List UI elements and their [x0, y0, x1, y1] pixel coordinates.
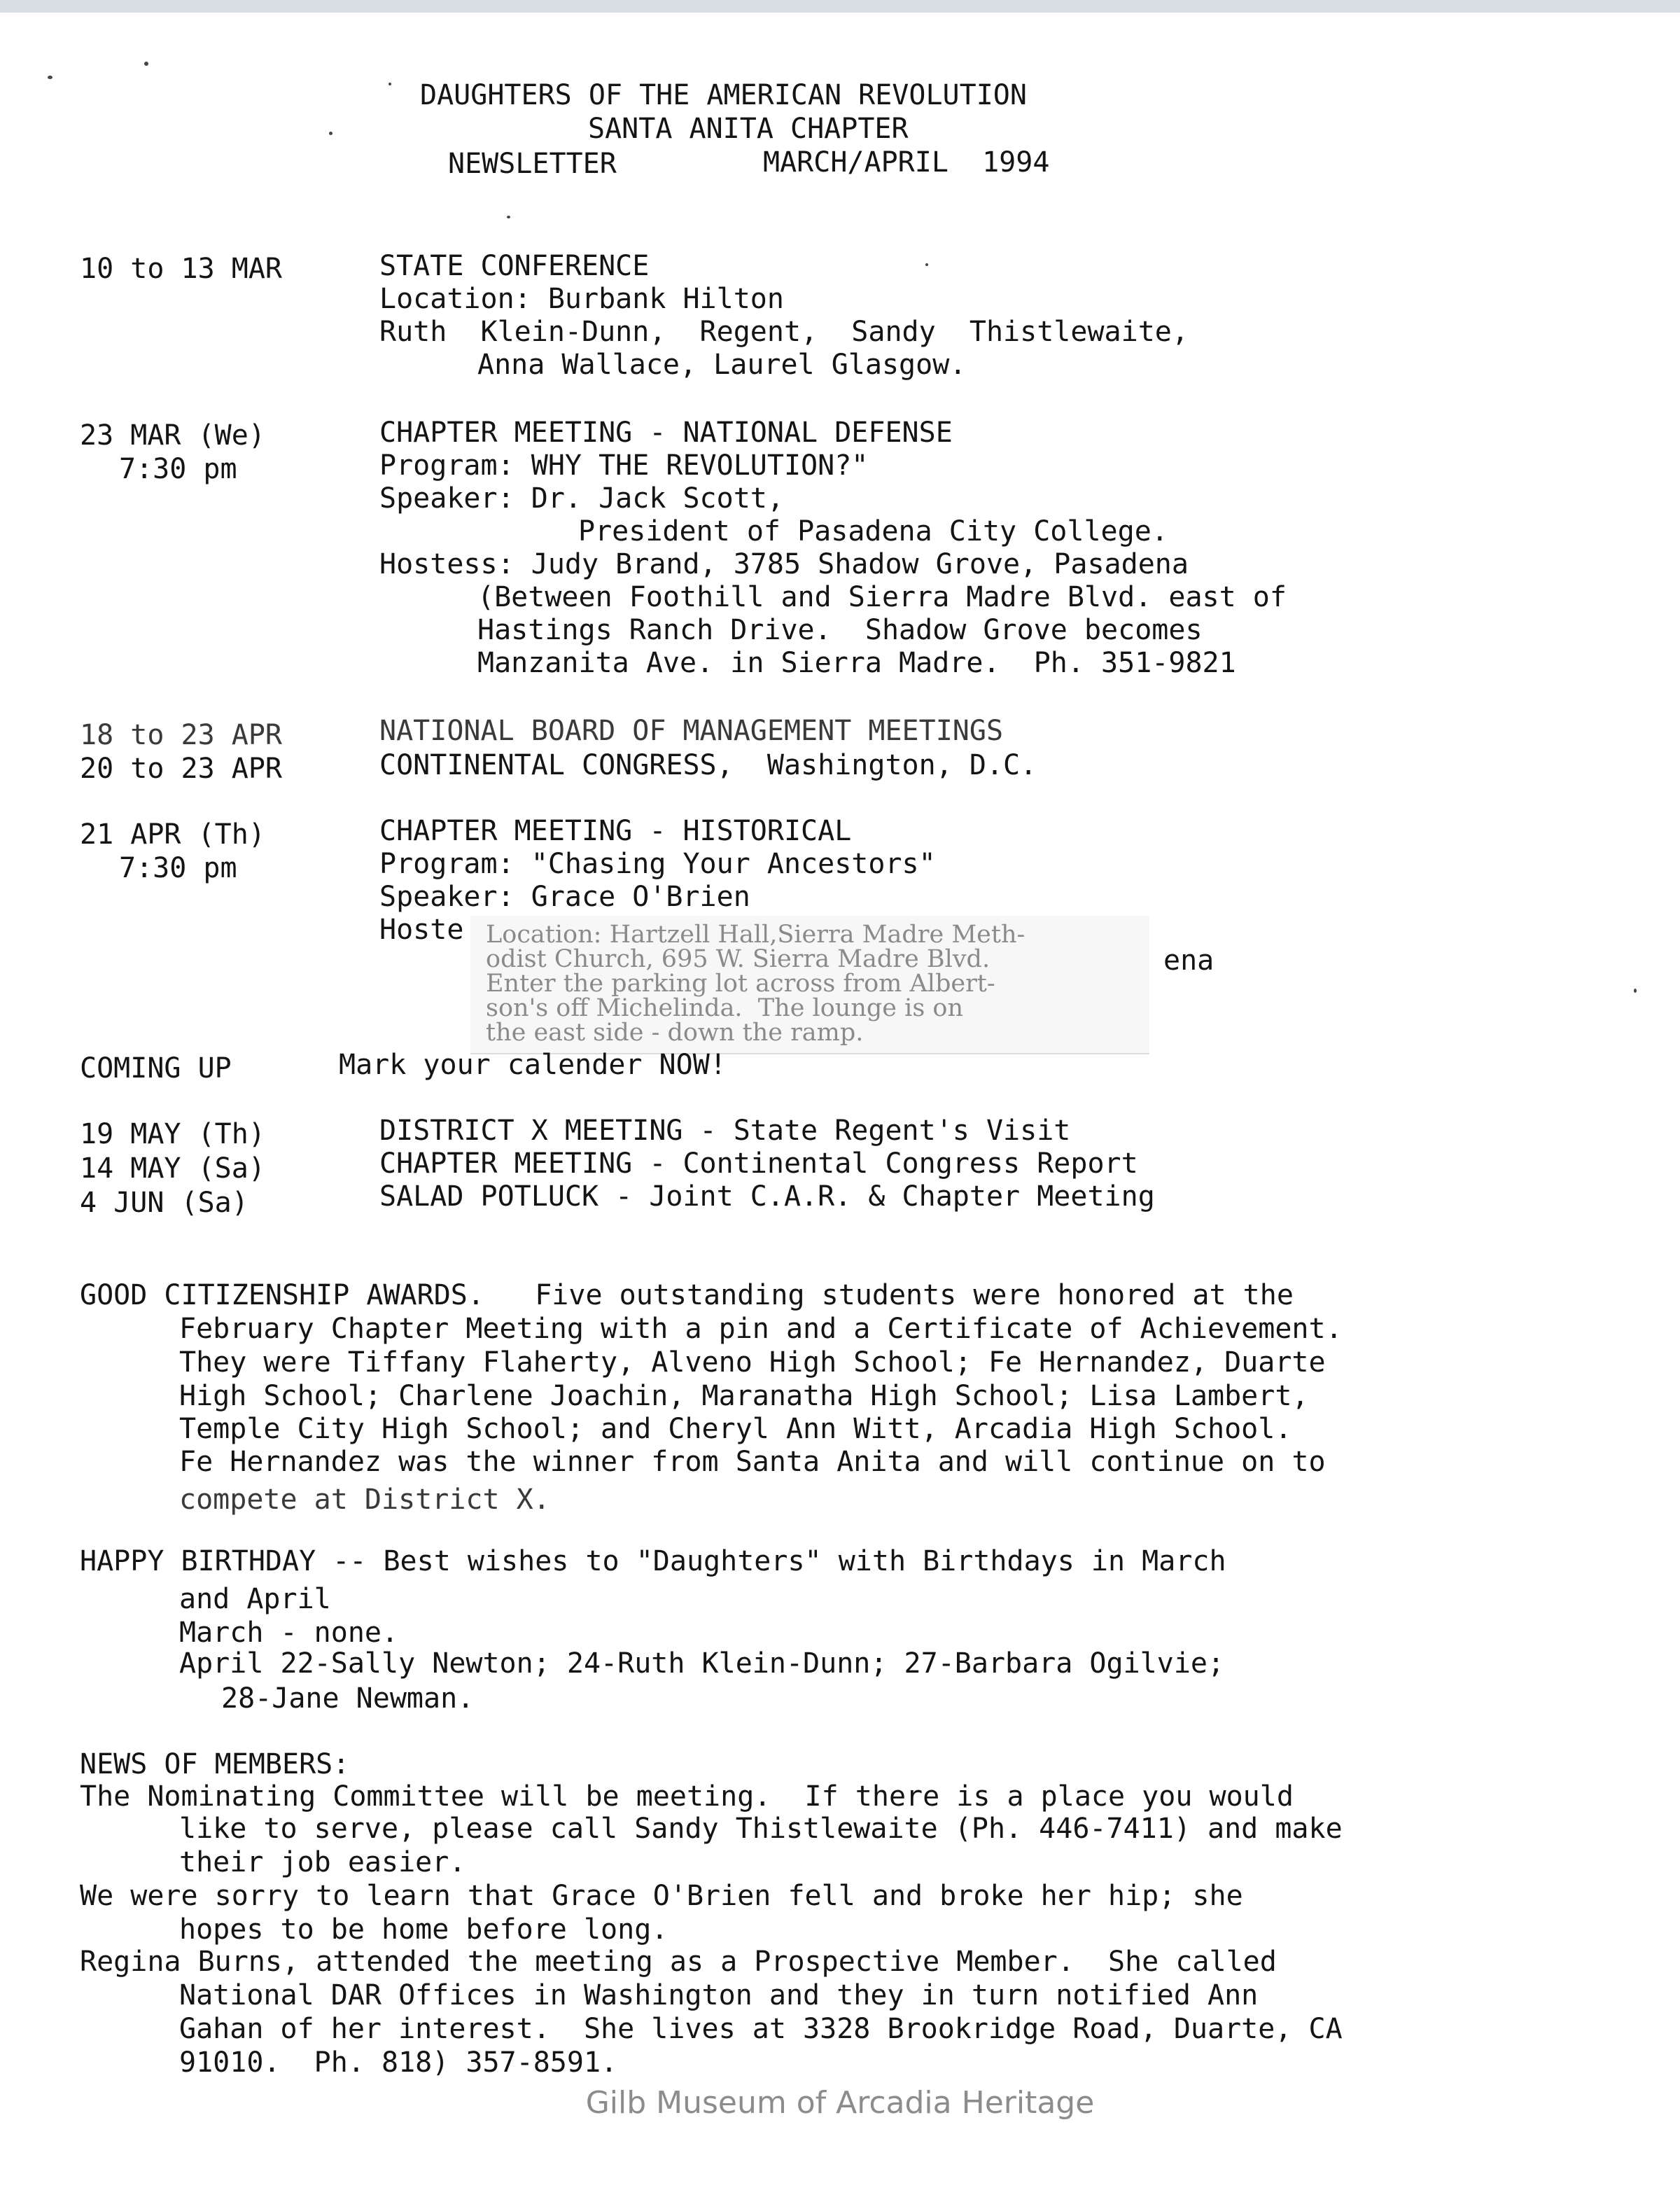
- citizenship-paragraph: Temple City High School; and Cheryl Ann Witt, Arcadia High School.: [179, 1413, 1292, 1445]
- event-time: 7:30 pm: [119, 453, 237, 485]
- location-note-line: Enter the parking lot across from Albert-: [486, 970, 995, 998]
- news-paragraph: The Nominating Committee will be meeting. If there is a place you would: [80, 1780, 1294, 1813]
- location-note-line: Location: Hartzell Hall,Sierra Madre Meth-: [486, 921, 1026, 949]
- upcoming-date: 19 MAY (Th): [80, 1118, 265, 1150]
- event-title: CONTINENTAL CONGRESS, Washington, D.C.: [379, 749, 1037, 781]
- citizenship-paragraph: February Chapter Meeting with a pin and a Certificate of Achievement.: [179, 1313, 1343, 1345]
- scan-speck: [507, 216, 510, 218]
- news-paragraph: Gahan of her interest. She lives at 3328 Brookridge Road, Duarte, CA: [179, 2013, 1343, 2045]
- upcoming-event: CHAPTER MEETING - Continental Congress Report: [379, 1148, 1138, 1180]
- citizenship-paragraph: They were Tiffany Flaherty, Alveno High School; Fe Hernandez, Duarte: [179, 1346, 1326, 1379]
- news-paragraph: National DAR Offices in Washington and they in turn notified Ann: [179, 1979, 1259, 2011]
- citizenship-paragraph: GOOD CITIZENSHIP AWARDS. Five outstanding students were honored at the: [80, 1279, 1294, 1311]
- location-note-line: the east side - down the ramp.: [486, 1019, 864, 1047]
- birthday-paragraph: and April: [179, 1583, 331, 1615]
- event-attendees: Anna Wallace, Laurel Glasgow.: [477, 349, 967, 381]
- event-date: 21 APR (Th): [80, 818, 265, 851]
- news-paragraph: hopes to be home before long.: [179, 1913, 668, 1946]
- scan-speck: [48, 76, 52, 79]
- event-speaker: Speaker: Dr. Jack Scott,: [379, 482, 784, 515]
- citizenship-paragraph: High School; Charlene Joachin, Maranatha High School; Lisa Lambert,: [179, 1380, 1309, 1412]
- event-speaker-title: President of Pasadena City College.: [578, 515, 1168, 547]
- citizenship-paragraph: Fe Hernandez was the winner from Santa Anita and will continue on to: [179, 1446, 1326, 1478]
- museum-watermark: Gilb Museum of Arcadia Heritage: [585, 2085, 1095, 2121]
- birthday-paragraph: 28-Jane Newman.: [221, 1682, 475, 1715]
- event-date: 18 to 23 APR: [80, 719, 282, 751]
- event-date: 20 to 23 APR: [80, 753, 282, 785]
- newsletter-heading-org: DAUGHTERS OF THE AMERICAN REVOLUTION: [420, 79, 1027, 111]
- event-hostess: Hostess: Judy Brand, 3785 Shadow Grove, Pasadena: [379, 548, 1189, 580]
- location-note-pasteup: [470, 916, 1149, 1054]
- upcoming-date: 14 MAY (Sa): [80, 1152, 265, 1185]
- event-time: 7:30 pm: [119, 852, 237, 884]
- newsletter-heading-issue: MARCH/APRIL 1994: [763, 146, 1050, 179]
- coming-up-label: COMING UP: [80, 1052, 232, 1084]
- citizenship-paragraph: compete at District X.: [179, 1484, 550, 1516]
- event-location: Location: Burbank Hilton: [379, 283, 784, 315]
- event-hostess-tail: ena: [1163, 944, 1214, 977]
- news-paragraph: 91010. Ph. 818) 357-8591.: [179, 2046, 618, 2079]
- event-title: NATIONAL BOARD OF MANAGEMENT MEETINGS: [379, 715, 1004, 747]
- scan-speck: [144, 62, 148, 66]
- event-title: CHAPTER MEETING - NATIONAL DEFENSE: [379, 417, 953, 449]
- upcoming-date: 4 JUN (Sa): [80, 1187, 248, 1219]
- event-speaker: Speaker: Grace O'Brien: [379, 881, 750, 913]
- newsletter-heading-chapter: SANTA ANITA CHAPTER: [588, 113, 909, 145]
- scan-speck: [925, 263, 928, 266]
- event-title: STATE CONFERENCE: [379, 250, 650, 282]
- scan-speck: [329, 132, 332, 135]
- upcoming-event: SALAD POTLUCK - Joint C.A.R. & Chapter Meeting: [379, 1180, 1155, 1213]
- event-directions: Hastings Ranch Drive. Shadow Grove becomes: [477, 614, 1203, 646]
- location-note-line: odist Church, 695 W. Sierra Madre Blvd.: [486, 945, 990, 973]
- event-date: 23 MAR (We): [80, 419, 265, 452]
- event-attendees: Ruth Klein-Dunn, Regent, Sandy Thistlewaite,: [379, 316, 1189, 348]
- news-paragraph: like to serve, please call Sandy Thistlewaite (Ph. 446-7411) and make: [179, 1813, 1343, 1845]
- birthday-paragraph: March - none.: [179, 1617, 399, 1649]
- event-program: Program: "Chasing Your Ancestors": [379, 848, 936, 880]
- event-program: Program: WHY THE REVOLUTION?": [379, 449, 869, 482]
- scan-top-edge: [0, 0, 1680, 13]
- event-date: 10 to 13 MAR: [80, 253, 282, 285]
- event-directions: Manzanita Ave. in Sierra Madre. Ph. 351-9821: [477, 647, 1236, 679]
- birthday-paragraph: April 22-Sally Newton; 24-Ruth Klein-Dunn; 27-Barbara Ogilvie;: [179, 1647, 1225, 1680]
- newsletter-heading-label: NEWSLETTER: [448, 148, 617, 180]
- event-hostess: Hoste: [379, 914, 464, 946]
- event-directions: (Between Foothill and Sierra Madre Blvd. east of: [477, 581, 1287, 613]
- birthday-paragraph: HAPPY BIRTHDAY -- Best wishes to "Daughters" with Birthdays in March: [80, 1545, 1226, 1577]
- location-note-line: son's off Michelinda. The lounge is on: [486, 994, 964, 1022]
- event-title: CHAPTER MEETING - HISTORICAL: [379, 815, 852, 847]
- scan-speck: [1634, 989, 1637, 993]
- coming-up-note: Mark your calender NOW!: [339, 1049, 727, 1081]
- upcoming-event: DISTRICT X MEETING - State Regent's Visit: [379, 1115, 1071, 1147]
- news-paragraph: We were sorry to learn that Grace O'Brien fell and broke her hip; she: [80, 1880, 1243, 1912]
- news-heading: NEWS OF MEMBERS:: [80, 1748, 350, 1780]
- scan-speck: [388, 83, 391, 85]
- news-paragraph: Regina Burns, attended the meeting as a Prospective Member. She called: [80, 1946, 1277, 1978]
- news-paragraph: their job easier.: [179, 1846, 466, 1878]
